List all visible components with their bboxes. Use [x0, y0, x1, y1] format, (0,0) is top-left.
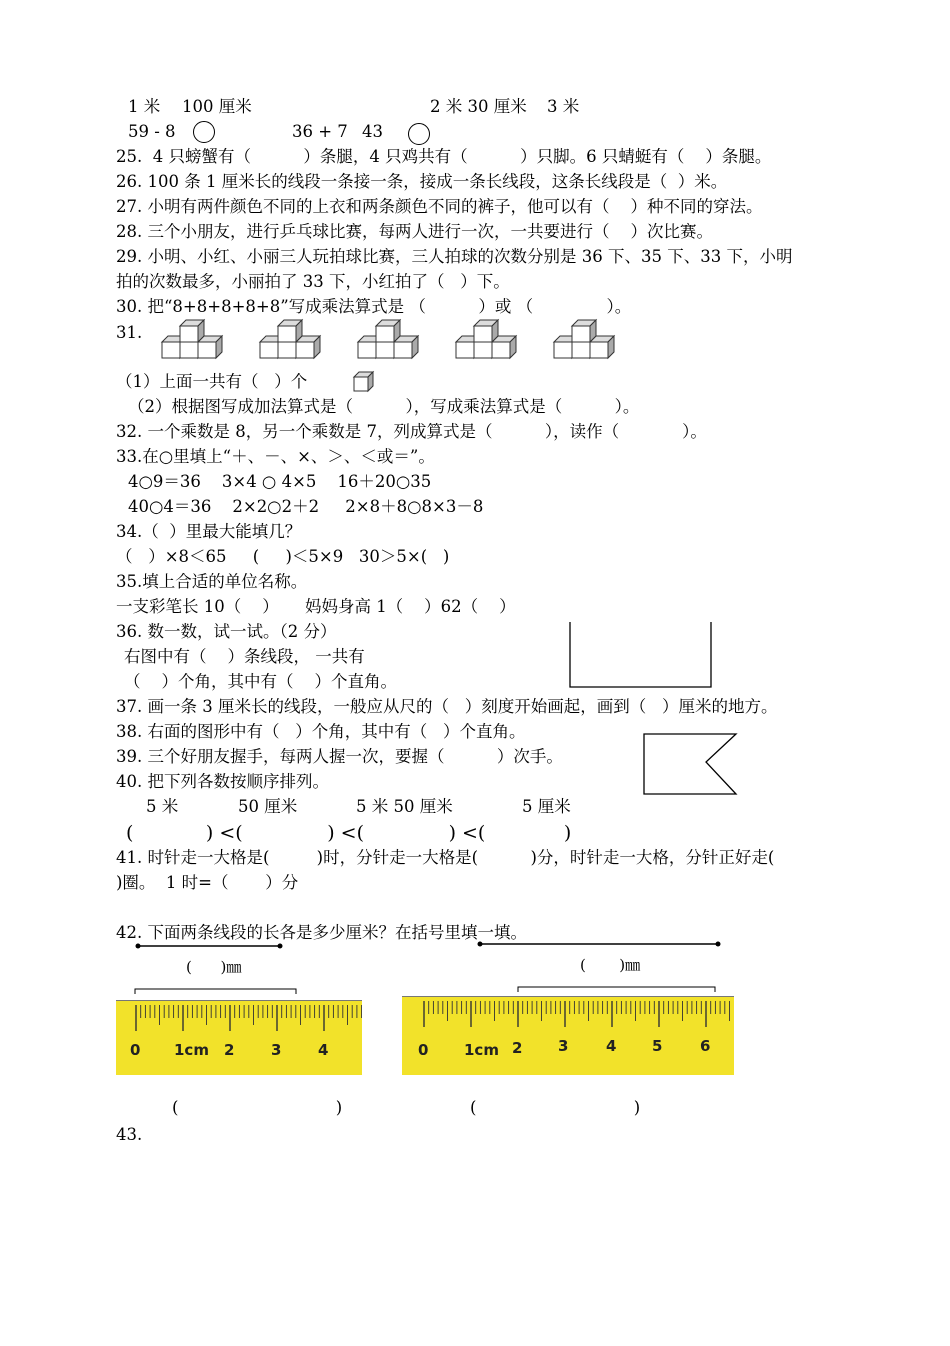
single-cube-icon [352, 369, 376, 393]
question-31-part1: （1）上面一共有（ ）个 [116, 372, 308, 391]
question-29-line1: 29. 小明、小红、小丽三人玩拍球比赛，三人拍球的次数分别是 36 下、35 下、33 下，小明 [116, 247, 793, 266]
cube-group-2 [260, 320, 320, 358]
ruler2-label-0: 0 [418, 1041, 429, 1059]
ruler2-label-4: 4 [606, 1037, 617, 1055]
ruler2-label-5: 5 [652, 1037, 663, 1055]
question-30: 30. 把“8+8+8+8+8”写成乘法算式是 （ ）或 （ ）。 [116, 297, 632, 316]
ruler-1 [116, 1000, 362, 1075]
line0-b: 100 厘米 [182, 97, 252, 116]
question-36-line2: 右图中有（ ）条线段， 一共有 [124, 647, 365, 666]
ruler2-label-3: 3 [558, 1037, 569, 1055]
question-29-line2: 拍的次数最多，小丽拍了 33 下，小红拍了（ ）下。 [116, 272, 510, 291]
q40-item-1: 5 米 [146, 797, 179, 816]
line1-c: 43 [362, 122, 383, 141]
question-34-title: 34.（ ）里最大能填几？ [116, 522, 302, 541]
q38-flag-figure [642, 732, 740, 798]
ruler1-label-0: 0 [130, 1041, 141, 1059]
q40-item-2: 50 厘米 [238, 797, 298, 816]
q40-item-4: 5 厘米 [522, 797, 571, 816]
cube-group-5 [554, 320, 614, 358]
question-42-title: 42. 下面两条线段的长各是多少厘米？在括号里填一填。 [116, 923, 527, 942]
line1-b: 36 + 7 [292, 122, 348, 141]
compare-circle-1[interactable] [193, 121, 215, 143]
ruler-2 [402, 996, 734, 1075]
ruler1-label-2: 2 [224, 1041, 235, 1059]
line0-a: 1 米 [128, 97, 161, 116]
question-27: 27. 小明有两件颜色不同的上衣和两条颜色不同的裤子，他可以有（ ）种不同的穿法。 [116, 197, 763, 216]
question-32: 32. 一个乘数是 8，另一个乘数是 7，列成算式是（ ），读作（ ）。 [116, 422, 707, 441]
question-43: 43. [116, 1125, 143, 1144]
cube-group-4 [456, 320, 516, 358]
question-33-row1: 4○9＝36 3×4 ○ 4×5 16＋20○35 [128, 472, 432, 491]
question-31-number: 31. [116, 323, 143, 342]
compare-circle-2[interactable] [408, 123, 430, 145]
question-34-row: （ ）×8＜65 ( )＜5×9 30＞5×( ) [116, 547, 450, 566]
question-33-title: 33.在○里填上“＋、－、×、＞、＜或＝”。 [116, 447, 435, 466]
question-26: 26. 100 条 1 厘米长的线段一条接一条，接成一条长线段，这条长线段是（ ）米。 [116, 172, 728, 191]
ruler1-label-4: 4 [318, 1041, 329, 1059]
q42-answer-2: ( ) [470, 1098, 641, 1117]
question-40-title: 40. 把下列各数按顺序排列。 [116, 772, 329, 791]
ruler2-label-1: 1cm [464, 1041, 499, 1059]
line1-a: 59 - 8 [128, 122, 176, 141]
question-33-row2: 40○4＝36 2×2○2＋2 2×8＋8○8×3－8 [128, 497, 484, 516]
ruler1-label-1: 1cm [174, 1041, 209, 1059]
ruler2-label-6: 6 [700, 1037, 711, 1055]
line0-c: 2 米 30 厘米 [430, 97, 527, 116]
question-37: 37. 画一条 3 厘米长的线段，一般应从尺的（ ）刻度开始画起，画到（ ）厘米的地方。 [116, 697, 778, 716]
cube-group-1 [162, 320, 222, 358]
question-41-line2: )圈。 1 时=（ ）分 [116, 873, 299, 892]
question-41-line1: 41. 时针走一大格是( )时，分针走一大格是( )分，时针走一大格，分针正好走( [116, 848, 775, 867]
q36-figure [566, 622, 716, 692]
q40-item-3: 5 米 50 厘米 [356, 797, 453, 816]
cube-figures [160, 318, 640, 360]
question-35-title: 35.填上合适的单位名称。 [116, 572, 308, 591]
question-28: 28. 三个小朋友，进行乒乓球比赛，每两人进行一次，一共要进行（ ）次比赛。 [116, 222, 713, 241]
q42-unit-1: ( )㎜ [186, 958, 242, 976]
question-31-part2: （2）根据图写成加法算式是（ ），写成乘法算式是（ ）。 [128, 397, 640, 416]
question-36-line1: 36. 数一数，试一试。（2 分） [116, 622, 337, 641]
question-39: 39. 三个好朋友握手，每两人握一次，要握（ ）次手。 [116, 747, 563, 766]
line0-d: 3 米 [547, 97, 580, 116]
question-35-row: 一支彩笔长 10（ ） 妈妈身高 1（ ）62（ ） [116, 597, 516, 616]
q40-blanks: ( ) <( ) <( ) <( ) [126, 822, 572, 844]
q42-answer-1: ( ) [172, 1098, 343, 1117]
q42-unit-2: ( )㎜ [580, 956, 641, 974]
ruler1-label-3: 3 [271, 1041, 282, 1059]
cube-group-3 [358, 320, 418, 358]
question-36-line3: （ ）个角，其中有（ ）个直角。 [124, 672, 397, 691]
ruler2-label-2: 2 [512, 1039, 523, 1057]
question-25: 25. 4 只螃蟹有（ ）条腿，4 只鸡共有（ ）只脚。6 只蜻蜓有（ ）条腿。 [116, 147, 772, 166]
question-38: 38. 右面的图形中有（ ）个角，其中有（ ）个直角。 [116, 722, 526, 741]
